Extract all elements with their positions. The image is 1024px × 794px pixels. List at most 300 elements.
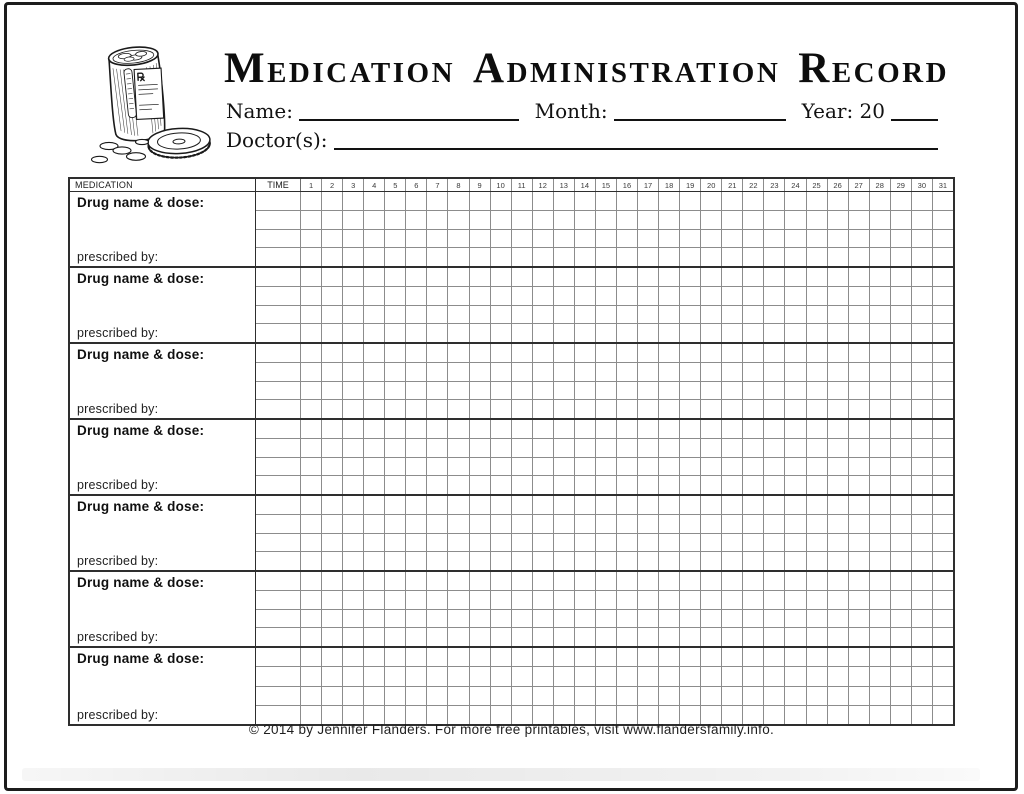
day-entry-cell (828, 382, 849, 400)
day-entry-cell (785, 572, 806, 590)
drug-name-dose-label: Drug name & dose: (77, 271, 205, 286)
time-entry-cell (256, 687, 301, 705)
day-entry-cell (743, 230, 764, 248)
drug-name-dose-label: Drug name & dose: (77, 347, 205, 362)
day-entry-cell (659, 496, 680, 514)
day-entry-cell (406, 610, 427, 628)
day-entry-cell (301, 192, 322, 210)
day-entry-cell (849, 591, 870, 609)
day-entry-cell (512, 324, 533, 342)
day-column-header: 12 (533, 179, 554, 191)
day-entry-cell (638, 552, 659, 570)
day-entry-cell (512, 382, 533, 400)
day-entry-cell (385, 230, 406, 248)
day-entry-cell (575, 534, 596, 552)
day-entry-cell (828, 324, 849, 342)
day-entry-cell (680, 382, 701, 400)
day-entry-cell (891, 382, 912, 400)
time-entry-cell (256, 610, 301, 628)
footer-credit: © 2014 by Jennifer Flanders. For more free printables, visit www.flandersfamily.info. (248, 722, 775, 737)
day-entry-cell (807, 344, 828, 362)
day-entry-cell (470, 192, 491, 210)
day-entry-cell (427, 628, 448, 646)
day-entry-cell (912, 628, 933, 646)
day-entry-cell (406, 667, 427, 685)
day-entry-cell (427, 363, 448, 381)
medication-cell (70, 572, 256, 646)
day-entry-cell (491, 344, 512, 362)
day-entry-cell (828, 192, 849, 210)
day-entry-cell (533, 248, 554, 266)
day-entry-cell (933, 572, 953, 590)
day-entry-cell (701, 230, 722, 248)
title-word-1: MEDICATION (224, 45, 456, 92)
medication-cell (70, 496, 256, 570)
day-entry-cell (933, 534, 953, 552)
day-entry-cell (933, 476, 953, 494)
day-entry-cell (470, 628, 491, 646)
day-entry-cell (743, 248, 764, 266)
day-entry-cell (427, 591, 448, 609)
day-entry-cell (533, 687, 554, 705)
drug-name-dose-label: Drug name & dose: (77, 651, 205, 666)
day-entry-cell (617, 667, 638, 685)
day-entry-cell (828, 496, 849, 514)
day-entry-cell (722, 496, 743, 514)
day-entry-cell (680, 667, 701, 685)
day-entry-cell (427, 306, 448, 324)
time-entry-cell (256, 534, 301, 552)
day-entry-cell (512, 572, 533, 590)
day-entry-cell (406, 306, 427, 324)
day-entry-cell (659, 476, 680, 494)
day-entry-cell (575, 667, 596, 685)
day-entry-cell (701, 534, 722, 552)
day-entry-cell (807, 306, 828, 324)
day-entry-cell (406, 192, 427, 210)
day-entry-cell (722, 420, 743, 438)
dose-grid-row (256, 400, 953, 418)
day-entry-cell (575, 458, 596, 476)
day-entry-cell (764, 687, 785, 705)
day-entry-cell (448, 552, 469, 570)
medication-cell (70, 420, 256, 494)
day-entry-cell (575, 192, 596, 210)
day-entry-cell (680, 648, 701, 666)
dose-grid-row (256, 476, 953, 494)
day-entry-cell (322, 211, 343, 229)
day-entry-cell (638, 287, 659, 305)
day-entry-cell (427, 344, 448, 362)
day-entry-cell (343, 534, 364, 552)
day-entry-cell (680, 458, 701, 476)
day-entry-cell (406, 363, 427, 381)
day-entry-cell (617, 363, 638, 381)
day-entry-cell (785, 382, 806, 400)
day-entry-cell (764, 591, 785, 609)
day-entry-cell (427, 515, 448, 533)
day-entry-cell (575, 287, 596, 305)
day-entry-cell (512, 687, 533, 705)
day-entry-cell (933, 287, 953, 305)
day-entry-cell (764, 496, 785, 514)
time-entry-cell (256, 420, 301, 438)
prescribed-by-label: prescribed by: (77, 630, 159, 644)
day-entry-cell (343, 610, 364, 628)
day-entry-cell (828, 211, 849, 229)
dose-grid-row (256, 458, 953, 477)
day-entry-cell (764, 572, 785, 590)
day-entry-cell (807, 667, 828, 685)
day-entry-cell (491, 268, 512, 286)
day-entry-cell (448, 324, 469, 342)
day-column-header: 28 (870, 179, 891, 191)
time-entry-cell (256, 382, 301, 400)
day-entry-cell (512, 363, 533, 381)
day-entry-cell (617, 552, 638, 570)
day-entry-cell (933, 306, 953, 324)
day-entry-cell (617, 268, 638, 286)
medication-block (70, 496, 953, 572)
day-column-header: 13 (554, 179, 575, 191)
day-entry-cell (828, 230, 849, 248)
day-entry-cell (828, 344, 849, 362)
day-entry-cell (680, 306, 701, 324)
day-entry-cell (680, 230, 701, 248)
day-entry-cell (638, 324, 659, 342)
day-entry-cell (743, 211, 764, 229)
day-entry-cell (301, 552, 322, 570)
day-entry-cell (659, 287, 680, 305)
day-entry-cell (512, 496, 533, 514)
day-entry-cell (849, 476, 870, 494)
day-entry-cell (596, 610, 617, 628)
day-entry-cell (659, 400, 680, 418)
day-entry-cell (807, 476, 828, 494)
day-entry-cell (785, 591, 806, 609)
day-entry-cell (849, 324, 870, 342)
day-entry-cell (764, 382, 785, 400)
day-entry-cell (785, 687, 806, 705)
day-entry-cell (828, 572, 849, 590)
day-entry-cell (828, 400, 849, 418)
day-entry-cell (301, 344, 322, 362)
day-entry-cell (385, 572, 406, 590)
day-entry-cell (743, 591, 764, 609)
title-word-3: RECORD (798, 45, 950, 92)
day-entry-cell (427, 192, 448, 210)
day-entry-cell (301, 287, 322, 305)
dose-grid-row (256, 363, 953, 382)
day-column-header: 14 (575, 179, 596, 191)
day-entry-cell (533, 306, 554, 324)
day-entry-cell (322, 324, 343, 342)
day-column-header: 29 (891, 179, 912, 191)
day-entry-cell (870, 628, 891, 646)
day-entry-cell (933, 248, 953, 266)
day-entry-cell (891, 400, 912, 418)
day-entry-cell (891, 667, 912, 685)
day-entry-cell (785, 268, 806, 286)
prescribed-by-label: prescribed by: (77, 402, 159, 416)
day-entry-cell (364, 306, 385, 324)
day-entry-cell (364, 476, 385, 494)
day-entry-cell (933, 382, 953, 400)
day-entry-cell (701, 248, 722, 266)
day-entry-cell (448, 268, 469, 286)
dose-grid-row (256, 610, 953, 629)
day-entry-cell (385, 248, 406, 266)
drug-name-dose-label: Drug name & dose: (77, 575, 205, 590)
day-entry-cell (701, 628, 722, 646)
day-entry-cell (659, 268, 680, 286)
day-entry-cell (322, 420, 343, 438)
day-entry-cell (301, 268, 322, 286)
day-entry-cell (785, 306, 806, 324)
day-entry-cell (512, 268, 533, 286)
day-entry-cell (743, 687, 764, 705)
day-entry-cell (701, 552, 722, 570)
day-entry-cell (470, 268, 491, 286)
day-entry-cell (596, 687, 617, 705)
name-blank-line (299, 101, 519, 121)
day-entry-cell (343, 476, 364, 494)
day-entry-cell (406, 572, 427, 590)
day-entry-cell (785, 211, 806, 229)
day-entry-cell (701, 648, 722, 666)
time-entry-cell (256, 248, 301, 266)
day-entry-cell (491, 439, 512, 457)
day-entry-cell (617, 400, 638, 418)
day-entry-cell (301, 324, 322, 342)
day-entry-cell (448, 211, 469, 229)
time-entry-cell (256, 572, 301, 590)
day-entry-cell (701, 306, 722, 324)
day-entry-cell (512, 192, 533, 210)
day-entry-cell (638, 687, 659, 705)
day-entry-cell (638, 572, 659, 590)
day-entry-cell (385, 534, 406, 552)
day-entry-cell (722, 552, 743, 570)
day-entry-cell (870, 192, 891, 210)
dose-grid (256, 192, 953, 266)
day-entry-cell (491, 667, 512, 685)
day-entry-cell (638, 344, 659, 362)
dose-grid (256, 420, 953, 494)
day-entry-cell (406, 420, 427, 438)
day-entry-cell (638, 591, 659, 609)
day-entry-cell (343, 363, 364, 381)
day-entry-cell (406, 687, 427, 705)
day-entry-cell (849, 687, 870, 705)
day-entry-cell (301, 534, 322, 552)
day-entry-cell (385, 268, 406, 286)
day-entry-cell (722, 230, 743, 248)
day-entry-cell (891, 211, 912, 229)
day-entry-cell (807, 192, 828, 210)
day-entry-cell (575, 230, 596, 248)
doctor-row (226, 128, 938, 152)
day-entry-cell (680, 192, 701, 210)
day-entry-cell (512, 306, 533, 324)
day-entry-cell (764, 667, 785, 685)
day-entry-cell (575, 211, 596, 229)
day-entry-cell (533, 610, 554, 628)
day-entry-cell (828, 591, 849, 609)
pill-bottle-illustration (82, 26, 218, 170)
day-entry-cell (828, 439, 849, 457)
day-entry-cell (722, 591, 743, 609)
day-entry-cell (301, 211, 322, 229)
day-entry-cell (343, 344, 364, 362)
day-entry-cell (301, 382, 322, 400)
doctors-label: Doctor(s): (226, 128, 328, 152)
day-entry-cell (301, 591, 322, 609)
day-entry-cell (680, 610, 701, 628)
day-entry-cell (764, 306, 785, 324)
day-entry-cell (912, 306, 933, 324)
day-entry-cell (680, 515, 701, 533)
day-entry-cell (406, 439, 427, 457)
day-entry-cell (301, 667, 322, 685)
day-entry-cell (385, 363, 406, 381)
day-entry-cell (385, 515, 406, 533)
day-entry-cell (912, 534, 933, 552)
day-entry-cell (575, 420, 596, 438)
day-entry-cell (743, 552, 764, 570)
day-entry-cell (764, 324, 785, 342)
day-entry-cell (638, 610, 659, 628)
day-entry-cell (891, 230, 912, 248)
day-entry-cell (596, 552, 617, 570)
day-entry-cell (343, 268, 364, 286)
day-entry-cell (343, 306, 364, 324)
day-entry-cell (364, 248, 385, 266)
time-entry-cell (256, 400, 301, 418)
day-entry-cell (764, 628, 785, 646)
day-entry-cell (891, 648, 912, 666)
day-entry-cell (554, 344, 575, 362)
day-entry-cell (533, 287, 554, 305)
day-entry-cell (722, 248, 743, 266)
day-entry-cell (512, 420, 533, 438)
day-entry-cell (406, 211, 427, 229)
day-entry-cell (638, 648, 659, 666)
day-entry-cell (512, 211, 533, 229)
day-entry-cell (448, 648, 469, 666)
day-entry-cell (785, 515, 806, 533)
day-entry-cell (638, 439, 659, 457)
day-entry-cell (554, 324, 575, 342)
day-entry-cell (512, 230, 533, 248)
day-entry-cell (322, 476, 343, 494)
time-column-header: TIME (256, 179, 301, 191)
day-entry-cell (933, 439, 953, 457)
day-entry-cell (870, 287, 891, 305)
day-entry-cell (470, 515, 491, 533)
day-entry-cell (807, 610, 828, 628)
day-entry-cell (638, 192, 659, 210)
day-entry-cell (343, 648, 364, 666)
day-entry-cell (322, 648, 343, 666)
day-entry-cell (491, 287, 512, 305)
day-entry-cell (912, 382, 933, 400)
day-entry-cell (891, 192, 912, 210)
day-entry-cell (533, 268, 554, 286)
day-entry-cell (764, 458, 785, 476)
day-entry-cell (554, 572, 575, 590)
day-entry-cell (680, 439, 701, 457)
day-entry-cell (533, 400, 554, 418)
day-entry-cell (849, 552, 870, 570)
day-entry-cell (406, 230, 427, 248)
day-entry-cell (617, 382, 638, 400)
day-entry-cell (343, 324, 364, 342)
day-entry-cell (322, 534, 343, 552)
dose-grid-row (256, 552, 953, 570)
day-entry-cell (448, 248, 469, 266)
day-column-header: 20 (701, 179, 722, 191)
day-entry-cell (870, 496, 891, 514)
day-entry-cell (512, 610, 533, 628)
dose-grid (256, 344, 953, 418)
day-entry-cell (491, 382, 512, 400)
dose-grid-row (256, 211, 953, 230)
day-entry-cell (722, 192, 743, 210)
day-entry-cell (764, 230, 785, 248)
day-entry-cell (807, 211, 828, 229)
day-entry-cell (596, 648, 617, 666)
day-entry-cell (364, 287, 385, 305)
day-entry-cell (617, 439, 638, 457)
day-entry-cell (638, 306, 659, 324)
day-entry-cell (870, 268, 891, 286)
day-entry-cell (575, 496, 596, 514)
day-entry-cell (870, 420, 891, 438)
day-entry-cell (448, 628, 469, 646)
day-entry-cell (596, 382, 617, 400)
day-entry-cell (891, 552, 912, 570)
day-entry-cell (448, 363, 469, 381)
day-entry-cell (385, 324, 406, 342)
day-entry-cell (617, 534, 638, 552)
day-entry-cell (912, 439, 933, 457)
day-entry-cell (659, 591, 680, 609)
medication-cell (70, 192, 256, 266)
day-entry-cell (680, 324, 701, 342)
day-entry-cell (659, 230, 680, 248)
day-entry-cell (301, 420, 322, 438)
day-entry-cell (870, 344, 891, 362)
day-entry-cell (933, 667, 953, 685)
day-entry-cell (933, 363, 953, 381)
day-entry-cell (933, 591, 953, 609)
day-entry-cell (828, 248, 849, 266)
day-entry-cell (364, 610, 385, 628)
day-entry-cell (680, 287, 701, 305)
day-entry-cell (870, 610, 891, 628)
day-entry-cell (491, 628, 512, 646)
medication-block (70, 572, 953, 648)
day-entry-cell (470, 363, 491, 381)
day-entry-cell (448, 192, 469, 210)
day-entry-cell (427, 400, 448, 418)
day-entry-cell (807, 324, 828, 342)
day-entry-cell (301, 458, 322, 476)
day-entry-cell (470, 591, 491, 609)
day-entry-cell (491, 687, 512, 705)
day-entry-cell (764, 610, 785, 628)
